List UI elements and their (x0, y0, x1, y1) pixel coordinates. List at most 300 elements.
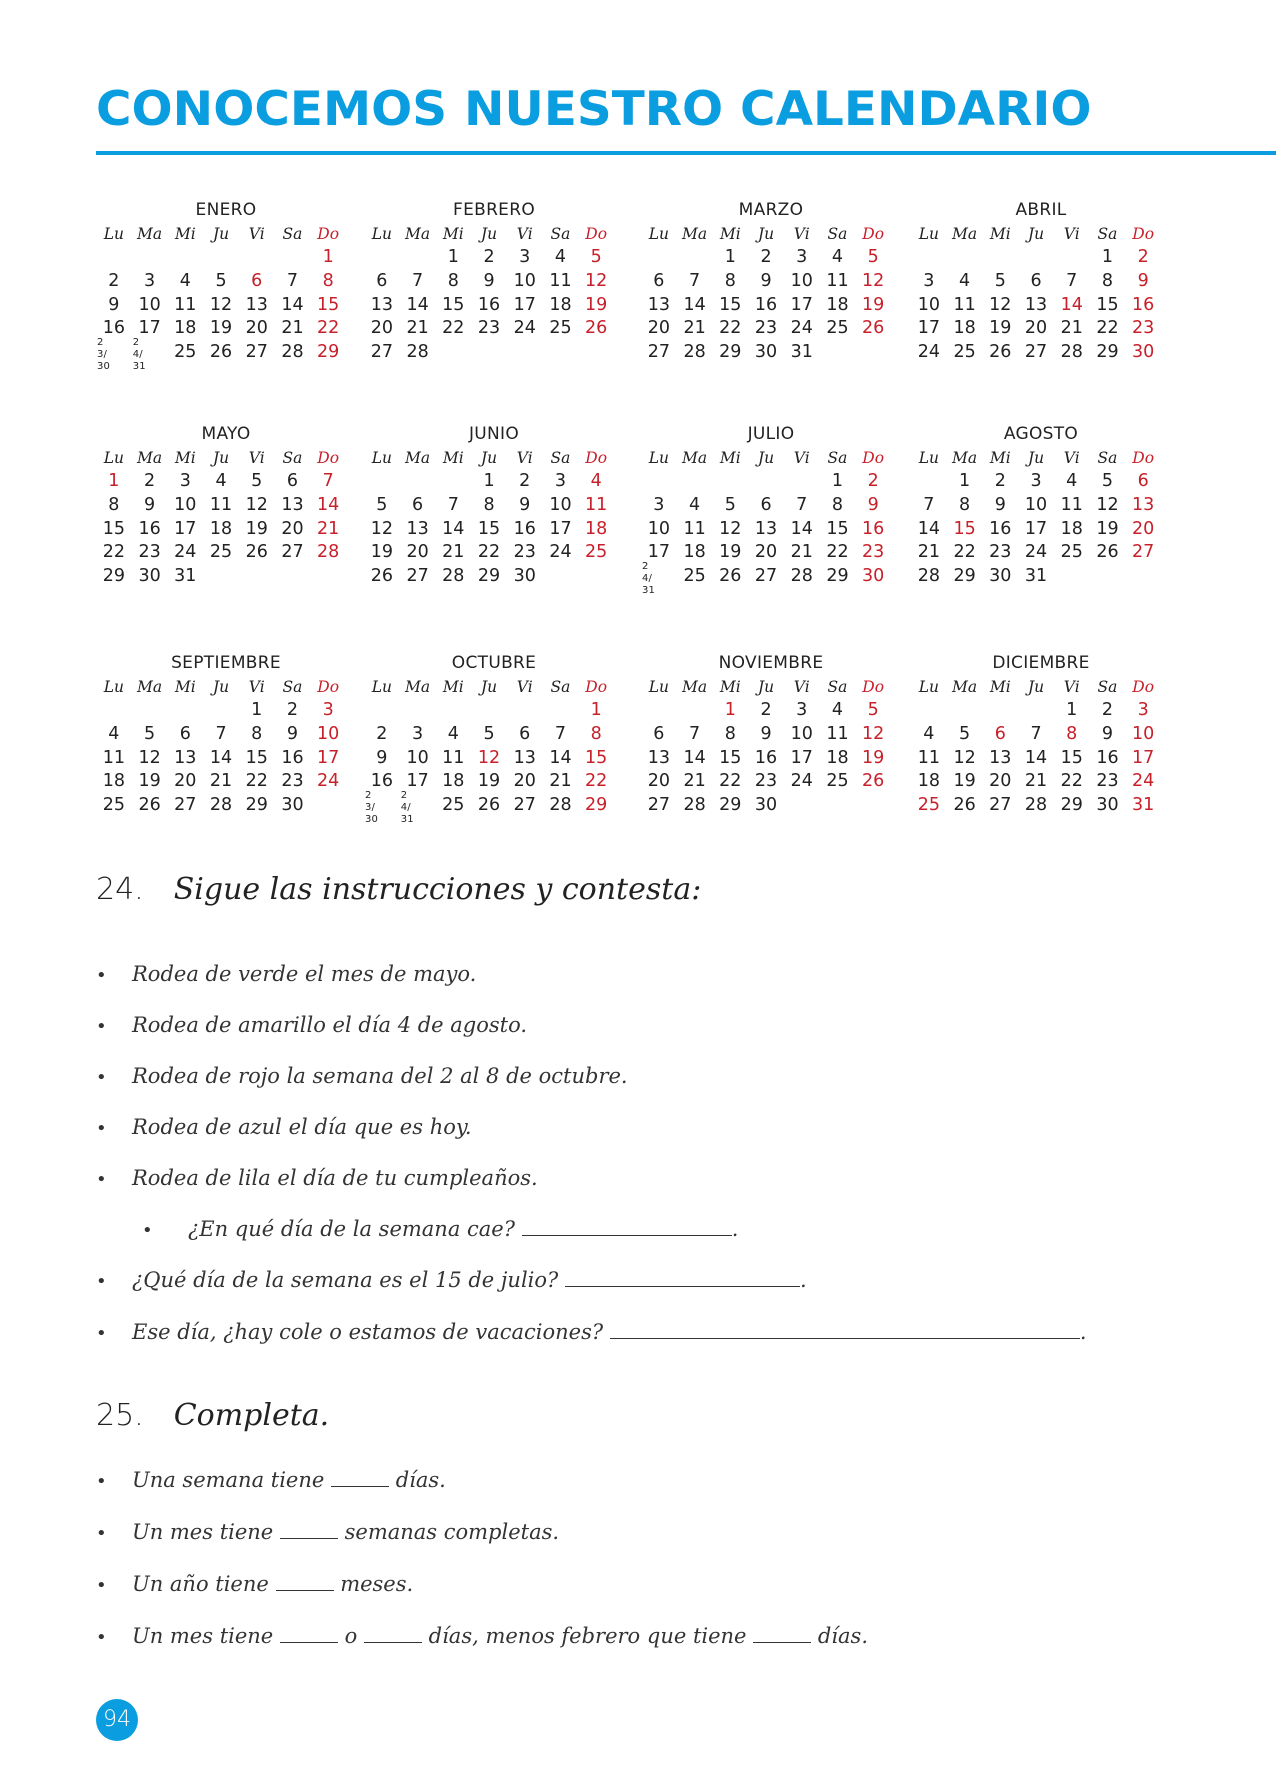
exercise-25-number: 25. (96, 1398, 144, 1433)
day-cell: 11 (953, 294, 976, 315)
day-cell: 20 (245, 318, 268, 339)
week-row (364, 316, 614, 340)
day-cell: 4 (554, 247, 567, 268)
day-cell: 20 (1024, 318, 1048, 339)
month-name: JUNIO (468, 424, 520, 444)
day-cell: 1 (724, 247, 736, 268)
day-cell: 12 (719, 518, 742, 539)
fill-in-blank[interactable] (280, 1520, 338, 1539)
holiday-day-cell: 17 (1132, 747, 1155, 768)
day-cell: 17 (790, 294, 813, 315)
day-cell: 27 (370, 341, 393, 362)
bullet-icon: • (96, 1575, 107, 1596)
exercise-25-heading (96, 1398, 329, 1433)
day-cell: 5 (994, 270, 1006, 291)
day-cell: 9 (760, 723, 772, 744)
fill-in-blank[interactable] (280, 1624, 338, 1643)
weekday-header: Ma (137, 448, 163, 467)
day-cell: 28 (406, 341, 429, 362)
month-name: MAYO (201, 424, 251, 444)
combined-day-numbers: 24/31 (400, 790, 414, 826)
answer-blank[interactable] (610, 1320, 1080, 1339)
weekday-header-row (641, 675, 891, 699)
day-cell: 16 (477, 294, 501, 315)
weekday-header: Lu (103, 448, 124, 467)
week-row (641, 493, 891, 517)
week-row (364, 564, 614, 588)
holiday-day-cell: 9 (1137, 270, 1149, 291)
exercise-24-number: 24. (96, 872, 144, 907)
weekday-header: Ju (757, 224, 775, 243)
day-cell: 15 (245, 747, 268, 768)
completion-item (96, 1468, 446, 1492)
weekday-header: Sa (827, 677, 848, 696)
weekday-header-row (911, 675, 1161, 699)
day-cell: 17 (406, 771, 429, 792)
day-cell: 20 (174, 771, 197, 792)
day-cell: 23 (754, 771, 778, 792)
week-row (911, 340, 1161, 364)
day-cell: 4 (108, 723, 120, 744)
day-cell: 6 (412, 494, 424, 515)
weekday-header: Lu (103, 224, 124, 243)
day-cell: 16 (102, 318, 125, 339)
week-row (911, 470, 1161, 494)
holiday-day-cell: 26 (585, 318, 608, 339)
week-row (96, 769, 346, 793)
instruction-item (96, 962, 476, 986)
fill-in-blank[interactable] (331, 1468, 389, 1487)
day-cell-combined (96, 337, 132, 373)
day-cell: 6 (376, 270, 388, 291)
holiday-day-cell: 2 (867, 471, 879, 492)
holiday-day-cell: 16 (1132, 294, 1155, 315)
holiday-day-cell: 1 (322, 247, 334, 268)
week-row (364, 293, 614, 317)
day-cell: 9 (483, 270, 495, 291)
weekday-header: Vi (248, 448, 265, 467)
day-cell: 25 (209, 542, 233, 563)
day-cell: 19 (370, 542, 393, 563)
bullet-icon: • (96, 1067, 107, 1088)
day-cell: 29 (102, 565, 125, 586)
day-cell: 11 (826, 270, 849, 291)
holiday-day-cell: 1 (590, 700, 602, 721)
week-row (911, 769, 1161, 793)
bullet-icon: • (96, 1471, 107, 1492)
day-cell: 20 (647, 318, 670, 339)
weekday-header: Vi (516, 448, 533, 467)
day-cell: 26 (370, 565, 393, 586)
day-cell: 21 (683, 771, 706, 792)
day-cell: 13 (281, 494, 304, 515)
day-cell: 7 (1066, 270, 1078, 291)
weekday-header: Lu (648, 224, 669, 243)
day-cell: 18 (1060, 518, 1083, 539)
combined-day-numbers: 24/31 (642, 561, 656, 597)
week-row (641, 316, 891, 340)
holiday-day-cell: 8 (1066, 723, 1078, 744)
day-cell: 2 (760, 700, 772, 721)
day-cell: 14 (442, 518, 465, 539)
month-name: ENERO (195, 200, 257, 220)
month-name: DICIEMBRE (992, 653, 1090, 673)
day-cell: 22 (719, 771, 742, 792)
day-cell: 25 (826, 318, 849, 339)
week-row (641, 561, 891, 597)
week-row (364, 246, 614, 270)
day-cell: 2 (483, 247, 495, 268)
day-cell: 2 (519, 471, 531, 492)
day-cell-combined (364, 790, 400, 826)
day-cell: 22 (826, 542, 849, 563)
week-row (96, 470, 346, 494)
week-row (911, 316, 1161, 340)
day-cell: 9 (376, 747, 388, 768)
day-cell: 14 (281, 294, 304, 315)
weekday-header: Lu (371, 448, 392, 467)
day-cell: 29 (245, 794, 268, 815)
day-cell: 13 (174, 747, 197, 768)
day-cell: 20 (513, 771, 536, 792)
day-cell: 5 (959, 723, 971, 744)
instruction-text: ¿Qué día de la semana es el 15 de julio? (132, 1268, 559, 1292)
day-cell: 16 (989, 518, 1012, 539)
day-cell: 15 (826, 518, 849, 539)
week-row (911, 746, 1161, 770)
day-cell: 10 (138, 294, 161, 315)
day-cell: 21 (209, 771, 233, 792)
day-cell: 10 (790, 723, 813, 744)
weekday-header-row (96, 675, 346, 699)
day-cell: 11 (549, 270, 572, 291)
combined-day-numbers: 23/30 (365, 790, 379, 826)
week-row (641, 746, 891, 770)
day-cell: 23 (138, 542, 161, 563)
holiday-day-cell: 31 (1132, 794, 1155, 815)
holiday-day-cell: 17 (317, 747, 340, 768)
day-cell: 12 (953, 747, 976, 768)
completion-item (96, 1624, 868, 1648)
day-cell: 16 (138, 518, 161, 539)
holiday-day-cell: 22 (317, 318, 340, 339)
day-cell: 11 (442, 747, 465, 768)
holiday-day-cell: 2 (1137, 247, 1149, 268)
day-cell: 6 (286, 471, 299, 492)
holiday-day-cell: 11 (585, 494, 608, 515)
combined-day-numbers: 23/30 (97, 337, 111, 373)
week-row (364, 470, 614, 494)
day-cell: 8 (724, 723, 736, 744)
day-cell: 3 (144, 270, 156, 291)
day-cell: 22 (953, 542, 976, 563)
holiday-day-cell: 22 (585, 771, 608, 792)
day-cell: 31 (174, 565, 197, 586)
weekday-header: Do (1132, 224, 1155, 243)
weekday-header: Ma (405, 677, 431, 696)
day-cell: 25 (442, 794, 465, 815)
day-cell: 21 (790, 542, 813, 563)
day-cell: 29 (477, 565, 501, 586)
weekday-header: Ju (212, 224, 230, 243)
day-cell: 30 (138, 565, 161, 586)
day-cell: 18 (683, 542, 706, 563)
holiday-day-cell: 28 (317, 542, 340, 563)
weekday-header: Sa (1097, 448, 1118, 467)
day-cell: 25 (102, 794, 125, 815)
page-number-badge: 94 (96, 1699, 138, 1741)
exercise-24-title: Sigue las instrucciones y contesta: (173, 872, 702, 907)
day-cell: 13 (245, 294, 268, 315)
day-cell: 14 (683, 294, 706, 315)
weekday-header-row (364, 446, 614, 470)
day-cell: 29 (826, 565, 849, 586)
week-row (641, 517, 891, 541)
day-cell: 25 (549, 318, 572, 339)
day-cell: 24 (513, 318, 536, 339)
week-row (911, 722, 1161, 746)
weekday-header: Vi (793, 448, 810, 467)
weekday-header-row (96, 446, 346, 470)
day-cell: 7 (286, 270, 299, 291)
weekday-header: Ju (757, 677, 775, 696)
day-cell: 22 (442, 318, 465, 339)
day-cell: 1 (483, 471, 495, 492)
answer-blank[interactable] (522, 1217, 732, 1236)
weekday-header: Mi (442, 448, 464, 467)
week-row (641, 246, 891, 270)
day-cell: 21 (549, 771, 572, 792)
day-cell: 27 (647, 341, 670, 362)
weekday-header: Ju (480, 448, 498, 467)
sentence-fragment: días. (395, 1468, 446, 1492)
day-cell: 16 (1096, 747, 1119, 768)
weekday-header: Lu (918, 224, 939, 243)
week-row (911, 793, 1161, 817)
bullet-icon: • (96, 1627, 107, 1648)
day-cell: 3 (554, 471, 567, 492)
day-cell: 5 (724, 494, 736, 515)
weekday-header: Vi (516, 677, 533, 696)
day-cell: 27 (989, 794, 1012, 815)
day-cell: 5 (376, 494, 388, 515)
week-row (364, 746, 614, 770)
holiday-day-cell: 15 (953, 518, 976, 539)
day-cell: 24 (790, 771, 813, 792)
day-cell: 4 (831, 247, 844, 268)
day-cell: 27 (281, 542, 304, 563)
weekday-header: Sa (827, 448, 848, 467)
day-cell: 7 (923, 494, 935, 515)
day-cell: 12 (209, 294, 233, 315)
day-cell: 8 (959, 494, 971, 515)
day-cell: 16 (281, 747, 304, 768)
day-cell: 28 (209, 794, 233, 815)
day-cell: 7 (689, 723, 701, 744)
week-row (96, 699, 346, 723)
day-cell: 21 (406, 318, 429, 339)
holiday-day-cell: 8 (590, 723, 602, 744)
day-cell: 13 (406, 518, 429, 539)
day-cell: 23 (281, 771, 304, 792)
instruction-item (96, 1115, 472, 1139)
day-cell: 30 (754, 341, 778, 362)
holiday-day-cell: 5 (867, 247, 879, 268)
instruction-text: Rodea de verde el mes de mayo. (132, 962, 477, 986)
weekday-header: Sa (1097, 677, 1118, 696)
day-cell: 29 (953, 565, 976, 586)
holiday-day-cell: 3 (322, 700, 334, 721)
holiday-day-cell: 30 (862, 565, 885, 586)
day-cell: 18 (549, 294, 572, 315)
day-cell: 27 (647, 794, 670, 815)
day-cell: 11 (174, 294, 197, 315)
day-cell: 11 (209, 494, 233, 515)
sentence-fragment: Un mes tiene (132, 1520, 274, 1544)
holiday-day-cell: 10 (317, 723, 340, 744)
holiday-day-cell: 12 (862, 723, 885, 744)
day-cell: 19 (953, 771, 976, 792)
holiday-day-cell: 20 (1132, 518, 1155, 539)
day-cell: 30 (989, 565, 1012, 586)
weekday-header: Ma (682, 224, 708, 243)
day-cell: 8 (447, 270, 459, 291)
weekday-header: Ju (757, 448, 775, 467)
week-row (641, 293, 891, 317)
day-cell: 1 (959, 471, 971, 492)
week-row (96, 337, 346, 373)
month-junio (364, 424, 614, 588)
day-cell: 30 (754, 794, 778, 815)
day-cell: 16 (754, 747, 778, 768)
instruction-text: ¿En qué día de la semana cae? (188, 1217, 515, 1241)
holiday-day-cell: 10 (1132, 723, 1155, 744)
weekday-header: Ju (1027, 677, 1045, 696)
day-cell: 29 (1060, 794, 1083, 815)
weekday-header-row (364, 222, 614, 246)
day-cell: 19 (989, 318, 1012, 339)
holiday-day-cell: 30 (1132, 341, 1155, 362)
day-cell: 5 (483, 723, 495, 744)
day-cell: 13 (1024, 294, 1048, 315)
answer-blank[interactable] (565, 1268, 800, 1287)
day-cell: 26 (138, 794, 161, 815)
month-name: OCTUBRE (451, 653, 537, 673)
day-cell: 15 (102, 518, 125, 539)
day-cell: 17 (917, 318, 940, 339)
day-cell: 11 (917, 747, 940, 768)
day-cell: 24 (174, 542, 197, 563)
day-cell: 27 (406, 565, 429, 586)
day-cell: 26 (209, 341, 233, 362)
day-cell: 18 (442, 771, 465, 792)
weekday-header: Sa (550, 448, 571, 467)
day-cell: 27 (513, 794, 536, 815)
weekday-header: Vi (793, 677, 810, 696)
day-cell: 26 (989, 341, 1012, 362)
day-cell: 13 (647, 747, 670, 768)
week-row (96, 746, 346, 770)
day-cell: 21 (683, 318, 706, 339)
exercise-24-heading (96, 872, 701, 907)
weekday-header: Lu (648, 677, 669, 696)
weekday-header: Mi (174, 677, 196, 696)
day-cell: 13 (513, 747, 536, 768)
week-row (911, 564, 1161, 588)
sentence-fragment: o (344, 1624, 358, 1648)
week-row (911, 540, 1161, 564)
weekday-header: Vi (1063, 448, 1080, 467)
holiday-day-cell: 29 (585, 794, 608, 815)
day-cell: 3 (923, 270, 935, 291)
day-cell: 6 (653, 723, 665, 744)
holiday-day-cell: 26 (862, 771, 885, 792)
day-cell: 18 (826, 294, 849, 315)
weekday-header: Vi (248, 677, 265, 696)
holiday-day-cell: 6 (1137, 471, 1149, 492)
weekday-header: Mi (719, 448, 741, 467)
week-row (364, 790, 614, 826)
day-cell: 31 (1024, 565, 1048, 586)
weekday-header: Mi (174, 224, 196, 243)
combined-day-numbers: 24/31 (132, 337, 146, 373)
week-row (911, 493, 1161, 517)
bullet-icon: • (96, 965, 107, 986)
completion-item (96, 1572, 413, 1596)
weekday-header: Mi (442, 677, 464, 696)
fill-in-blank[interactable] (364, 1624, 422, 1643)
day-cell: 19 (138, 771, 161, 792)
month-mayo (96, 424, 346, 588)
day-cell: 20 (406, 542, 429, 563)
week-row (364, 493, 614, 517)
day-cell: 12 (245, 494, 268, 515)
day-cell: 4 (1066, 471, 1078, 492)
day-cell: 22 (719, 318, 742, 339)
day-cell: 20 (754, 542, 778, 563)
day-cell: 18 (209, 518, 233, 539)
holiday-day-cell: 6 (994, 723, 1006, 744)
holiday-day-cell: 14 (317, 494, 340, 515)
weekday-header: Mi (989, 448, 1011, 467)
day-cell: 31 (790, 341, 813, 362)
week-row (96, 246, 346, 270)
day-cell: 9 (994, 494, 1006, 515)
fill-in-blank[interactable] (753, 1624, 811, 1643)
day-cell: 9 (1101, 723, 1114, 744)
weekday-header-row (364, 675, 614, 699)
day-cell: 24 (1024, 542, 1048, 563)
holiday-day-cell: 29 (317, 341, 340, 362)
weekday-header: Do (585, 677, 608, 696)
day-cell: 7 (412, 270, 424, 291)
day-cell: 21 (917, 542, 940, 563)
day-cell: 23 (989, 542, 1012, 563)
day-cell: 10 (513, 270, 536, 291)
month-marzo (641, 200, 891, 364)
holiday-day-cell: 19 (862, 294, 885, 315)
month-febrero (364, 200, 614, 364)
week-row (911, 699, 1161, 723)
weekday-header-row (911, 446, 1161, 470)
week-row (911, 517, 1161, 541)
instruction-item (96, 1166, 538, 1190)
day-cell: 26 (245, 542, 268, 563)
fill-in-blank[interactable] (276, 1572, 334, 1591)
weekday-header: Mi (174, 448, 196, 467)
day-cell: 29 (1096, 341, 1119, 362)
day-cell: 28 (1060, 341, 1083, 362)
